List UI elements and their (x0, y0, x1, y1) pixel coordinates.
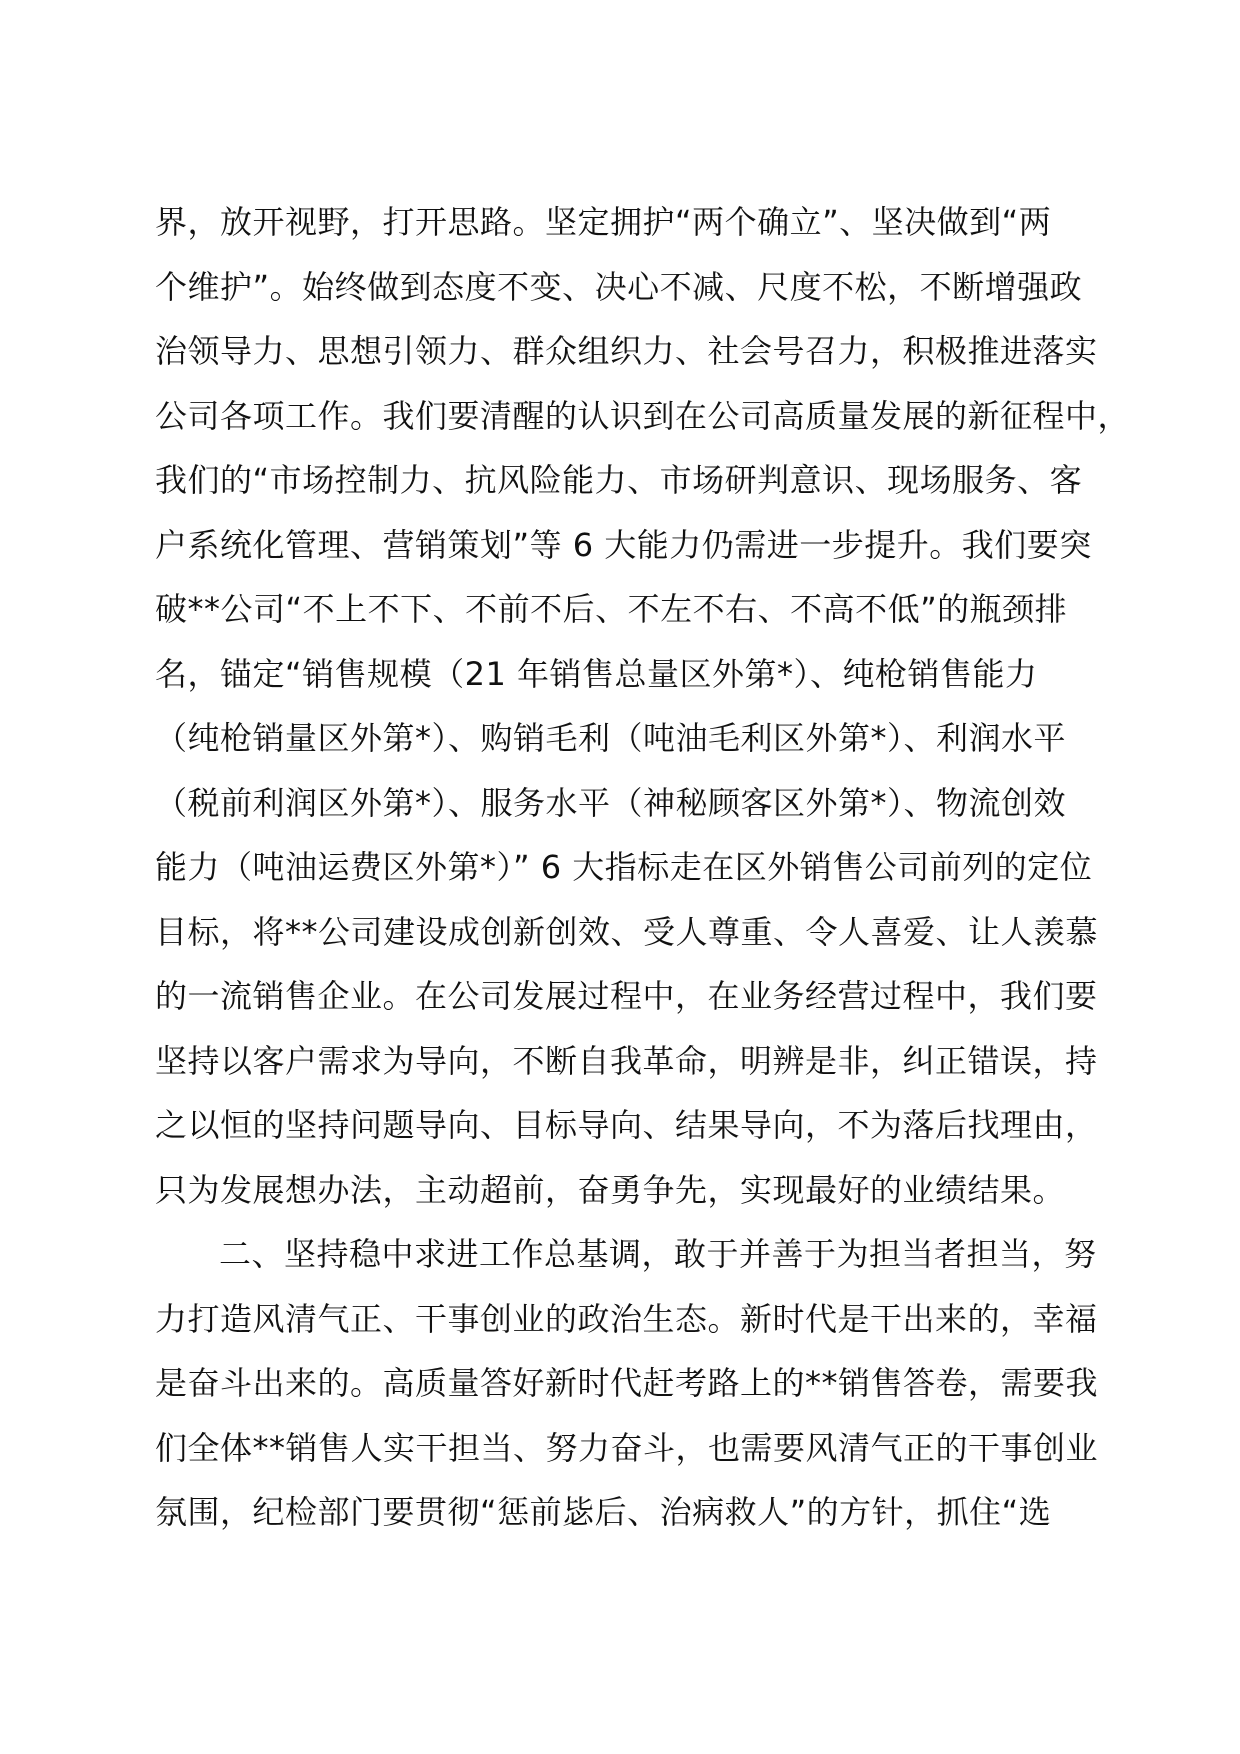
text-line: 公司各项工作。我们要清醒的认识到在公司高质量发展的新征程中， (155, 396, 1131, 435)
text-line: 们全体**销售人实干担当、努力奋斗，也需要风清气正的干事创业 (155, 1428, 1099, 1467)
text-line: 户系统化管理、营销策划”等 6 大能力仍需进一步提升。我们要突 (155, 525, 1092, 564)
text-line: 力打造风清气正、干事创业的政治生态。新时代是干出来的，幸福 (155, 1299, 1098, 1338)
text-line: （税前利润区外第*）、服务水平（神秘顾客区外第*）、物流创效 (155, 783, 1067, 822)
text-line: 界，放开视野，打开思路。坚定拥护“两个确立”、坚决做到“两 (155, 203, 1052, 241)
text-line: 坚持以客户需求为导向，不断自我革命，明辨是非，纠正错误，持 (155, 1041, 1098, 1080)
text-line: 氛围，纪检部门要贯彻“惩前毖后、治病救人”的方针，抓住“选 (155, 1493, 1052, 1531)
body-text (155, 190, 1131, 1545)
text-line: 之以恒的坚持问题导向、目标导向、结果导向，不为落后找理由， (155, 1106, 1098, 1144)
text-line: 个维护”。始终做到态度不变、决心不减、尺度不松，不断增强政 (155, 267, 1083, 306)
text-line: 治领导力、思想引领力、群众组织力、社会号召力，积极推进落实 (155, 332, 1098, 370)
text-line: 破**公司“不上不下、不前不后、不左不右、不高不低”的瓶颈排 (155, 590, 1068, 628)
text-line: 我们的“市场控制力、抗风险能力、市场研判意识、现场服务、客 (155, 461, 1083, 499)
text-line: 能力（吨油运费区外第*）” 6 大指标走在区外销售公司前列的定位 (155, 848, 1093, 886)
text-line: 只为发展想办法，主动超前，奋勇争先，实现最好的业绩结果。 (155, 1170, 1066, 1209)
text-line: （纯枪销量区外第*）、购销毛利（吨油毛利区外第*）、利润水平 (155, 719, 1067, 757)
text-line: 是奋斗出来的。高质量答好新时代赶考路上的**销售答卷，需要我 (155, 1364, 1099, 1402)
text-line: 目标，将**公司建设成创新创效、受人尊重、令人喜爱、让人羡慕 (155, 912, 1099, 951)
section-heading-line: 二、坚持稳中求进工作总基调，敢于并善于为担当者担当，努 (219, 1235, 1097, 1273)
text-line: 的一流销售企业。在公司发展过程中，在业务经营过程中，我们要 (155, 977, 1098, 1015)
text-line: 名，锚定“销售规模（21 年销售总量区外第*）、纯枪销售能力 (155, 654, 1038, 693)
